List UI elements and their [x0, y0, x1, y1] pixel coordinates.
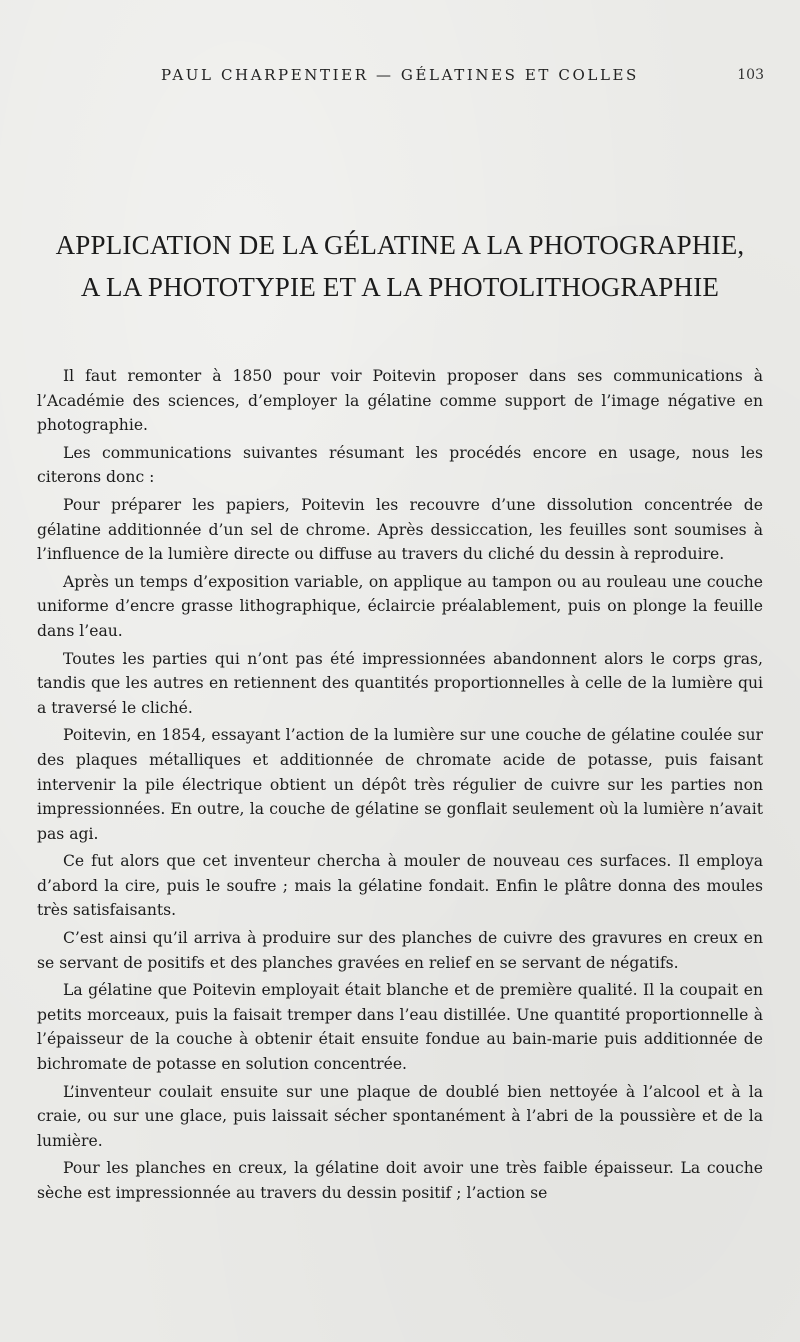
body-text: [37, 364, 763, 1209]
paragraph: Les communications suivantes résumant les procédés encore en usage, nous les citerons donc :: [37, 443, 763, 487]
paragraph: Il faut remonter à 1850 pour voir Poitevin proposer dans ses communications à l’Académie des sciences, d’employer la gélatine comme support de l’image négative en photographie.: [37, 367, 763, 435]
paragraph: Poitevin, en 1854, essayant l’action de la lumière sur une couche de gélatine coulée sur des plaques métalliques et additionnée de chromate acide de potasse, puis faisant intervenir la pile électrique obtient un dépôt très régulier de cuivre sur les parties non impressionnées. En outre, la couche de gélatine se gonflait seulement où la lumière n’avait pas agi.: [37, 726, 763, 843]
paragraph: La gélatine que Poitevin employait était blanche et de première qualité. Il la coupait en petits morceaux, puis la faisait tremper dans l’eau distillée. Une quantité proportionnelle à l’épaisseur de la couche à obtenir était ensuite fondue au bain-marie puis additionnée de bichromate de potasse en solution concentrée.: [37, 981, 763, 1074]
article-title: [20, 224, 780, 308]
page-number: 103: [737, 67, 764, 83]
article-title-line-2: A LA PHOTOTYPIE ET A LA PHOTOLITHOGRAPHIE: [80, 272, 720, 302]
article-title-line-1: APPLICATION DE LA GÉLATINE A LA PHOTOGRAPHIE,: [55, 230, 745, 260]
paragraph: L’inventeur coulait ensuite sur une plaque de doublé bien nettoyée à l’alcool et à la craie, ou sur une glace, puis laissait sécher spontanément à l’abri de la poussière et de la lumière.: [37, 1082, 763, 1150]
paragraph: Ce fut alors que cet inventeur chercha à mouler de nouveau ces surfaces. Il employa d’abord la cire, puis le soufre ; mais la gélatine fondait. Enfin le plâtre donna des moules très satisfaisants.: [37, 852, 763, 920]
paragraph: Pour les planches en creux, la gélatine doit avoir une très faible épaisseur. La couche sèche est impressionnée au travers du dessin positif ; l’action se: [37, 1159, 763, 1202]
paragraph: Toutes les parties qui n’ont pas été impressionnées abandonnent alors le corps gras, tandis que les autres en retiennent des quantités proportionnelles à celle de la lumière qui a traversé le cliché.: [37, 649, 763, 717]
running-header: [0, 66, 800, 86]
paragraph: C’est ainsi qu’il arriva à produire sur des planches de cuivre des gravures en creux en se servant de positifs et des planches gravées en relief en se servant de négatifs.: [37, 929, 763, 972]
paragraph: Pour préparer les papiers, Poitevin les recouvre d’une dissolution concentrée de gélatine additionnée d’un sel de chrome. Après dessiccation, les feuilles sont soumises à l’influence de la lumière directe ou diffuse au travers du cliché du dessin à reproduire.: [37, 495, 763, 564]
paragraph: Après un temps d’exposition variable, on applique au tampon ou au rouleau une couche uniforme d’encre grasse lithographique, éclaircie préalablement, puis on plonge la feuille dans l’eau.: [37, 572, 763, 640]
running-title: PAUL CHARPENTIER — GÉLATINES ET COLLES: [161, 66, 639, 84]
